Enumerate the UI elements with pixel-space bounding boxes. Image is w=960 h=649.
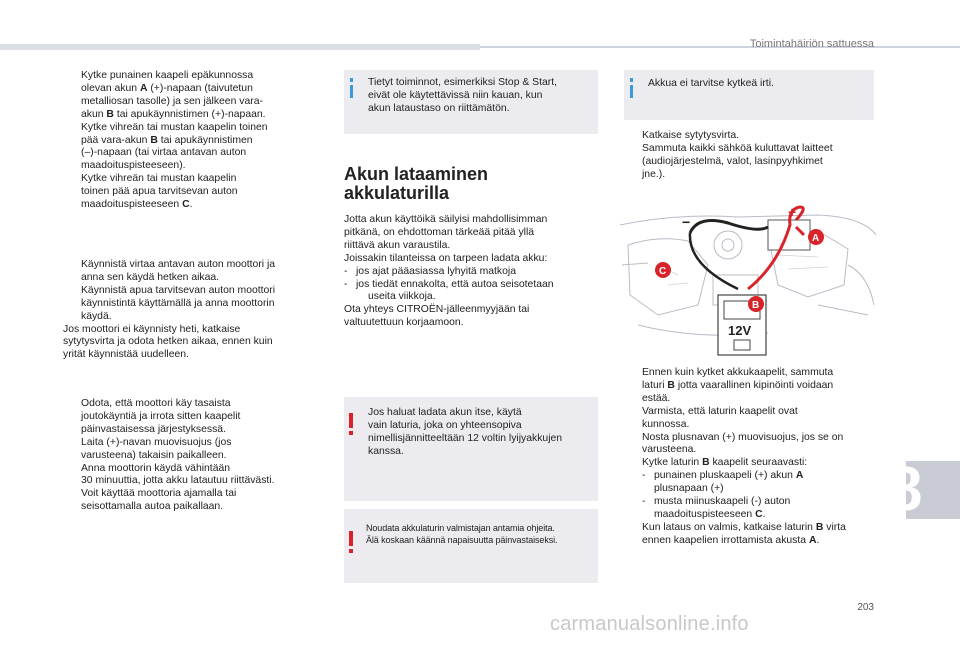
list-item: Kytke punainen kaapeli epäkunnossa olevan akun A (+)-napaan (taivutetun metalliosan tasolle) ja sen jälkeen vara- akun B tai apukäynnistimen (+)-napaan. [81,70,266,120]
chapter-number: 8 [888,455,923,524]
label-a: A [812,233,820,244]
header-bar-right [480,46,960,48]
battery-charging-diagram [618,205,880,360]
list-item: Anna moottorin käydä vähintään 30 minuuttia, jotta akku latautuu riittävästi. Voit käyttää moottoria ajamalla tai seisottamalla autoa paikallaan. [81,462,275,513]
list-item: Sammuta kaikki sähköä kuluttavat laitteet (audiojärjestelmä, valot, lasinpyyhkimet jne.). [642,142,833,180]
list-item: Laita (+)-navan muovisuojus (jos varusteena) takaisin paikalleen. [81,436,232,461]
list-item: Kytke vihreän tai mustan kaapelin toinen pää apua tarvitsevan auton maadoituspisteeseen C. [81,173,238,211]
list-item: Nosta plusnavan (+) muovisuojus, jos se on varusteena. [642,431,844,456]
section-title: Toimintahäiriön sattuessa [749,38,874,50]
list-item: Kytke laturin B kaapelit seuraavasti: - punainen pluskaapeli (+) akun A plusnapaan (+) - musta miinuskaapeli (-) auton maadoituspisteeseen C. [642,457,808,520]
list-item: Ennen kuin kytket akkukaapelit, sammuta laturi B jotta vaarallinen kipinöinti voidaan estää. [642,367,834,404]
column-3-top [624,130,874,182]
column-1-group-3 [63,398,318,514]
column-2-body: Jotta akun käyttöikä säilyisi mahdollisimman pitkänä, on ehdottoman tärkeää pitää yllä riittävä akun varaustila. Joissakin tilanteissa on tarpeen ladata akku: - jos ajat pääasiassa lyhyitä matkoja - jos tiedät ennakolta, että autoa seisotetaan useita viikkoja. Ota yhteys CITROËN-jälleenmyyjään tai valtuutettuun korjaamoon. [344,214,554,329]
watermark: carmanualsonline.info [550,613,749,635]
page-number: 203 [857,602,874,613]
list-item: Kytke vihreän tai mustan kaapelin toinen pää vara-akun B tai apukäynnistimen (–)-napaan (tai virtaa antavan auton maadoituspisteeseen). [81,121,268,172]
plus-sign: + [788,205,797,220]
info-box: Tietyt toiminnot, esimerkiksi Stop & Start, eivät ole käytettävissä niin kauan, kun akun lataustaso on riittämätön. [344,70,598,134]
label-c: C [659,266,667,277]
list-item: Käynnistä virtaa antavan auton moottori ja anna sen käydä hetken aikaa. [81,259,276,283]
column-3-bottom [624,367,874,548]
list-item: Katkaise sytytysvirta. [642,130,740,141]
charger-voltage-label: 12V [728,323,752,338]
minus-sign: − [682,214,691,230]
info-icon [350,78,353,98]
column-1 [63,70,318,212]
list-item: Käynnistä apua tarvitsevan auton moottori käynnistintä käyttämällä ja anna moottorin käydä. [81,284,276,322]
info-box-2: Akkua ei tarvitse kytkeä irti. [624,70,874,120]
section-heading: Akun lataaminen akkulaturilla [344,164,489,203]
info-icon [630,78,633,98]
list-item: Varmista, että laturin kaapelit ovat kunnossa. [642,405,798,430]
list-item: Odota, että moottori käy tasaista joutokäyntiä ja irrota sitten kaapelit päinvastaisessa järjestyksessä. [81,398,241,435]
warning-box: Jos haluat ladata akun itse, käytä vain laturia, joka on yhteensopiva nimellisjännitteeltään 12 voltin lyijyakkujen kanssa. [344,397,598,501]
label-b: B [752,300,760,311]
warning-box-2: Noudata akkulaturin valmistajan antamia ohjeita. Älä koskaan käännä napaisuutta päinvastaiseksi. [344,509,598,583]
column-1-group-2 [63,259,318,362]
header-bar-left [0,44,480,50]
paragraph: Jos moottori ei käynnisty heti, katkaise sytytysvirta ja odota hetken aikaa, ennen kuin yrität käynnistää uudelleen. [63,323,273,361]
list-item: Kun lataus on valmis, katkaise laturin B virta ennen kaapelien irrottamista akusta A. [642,521,846,546]
